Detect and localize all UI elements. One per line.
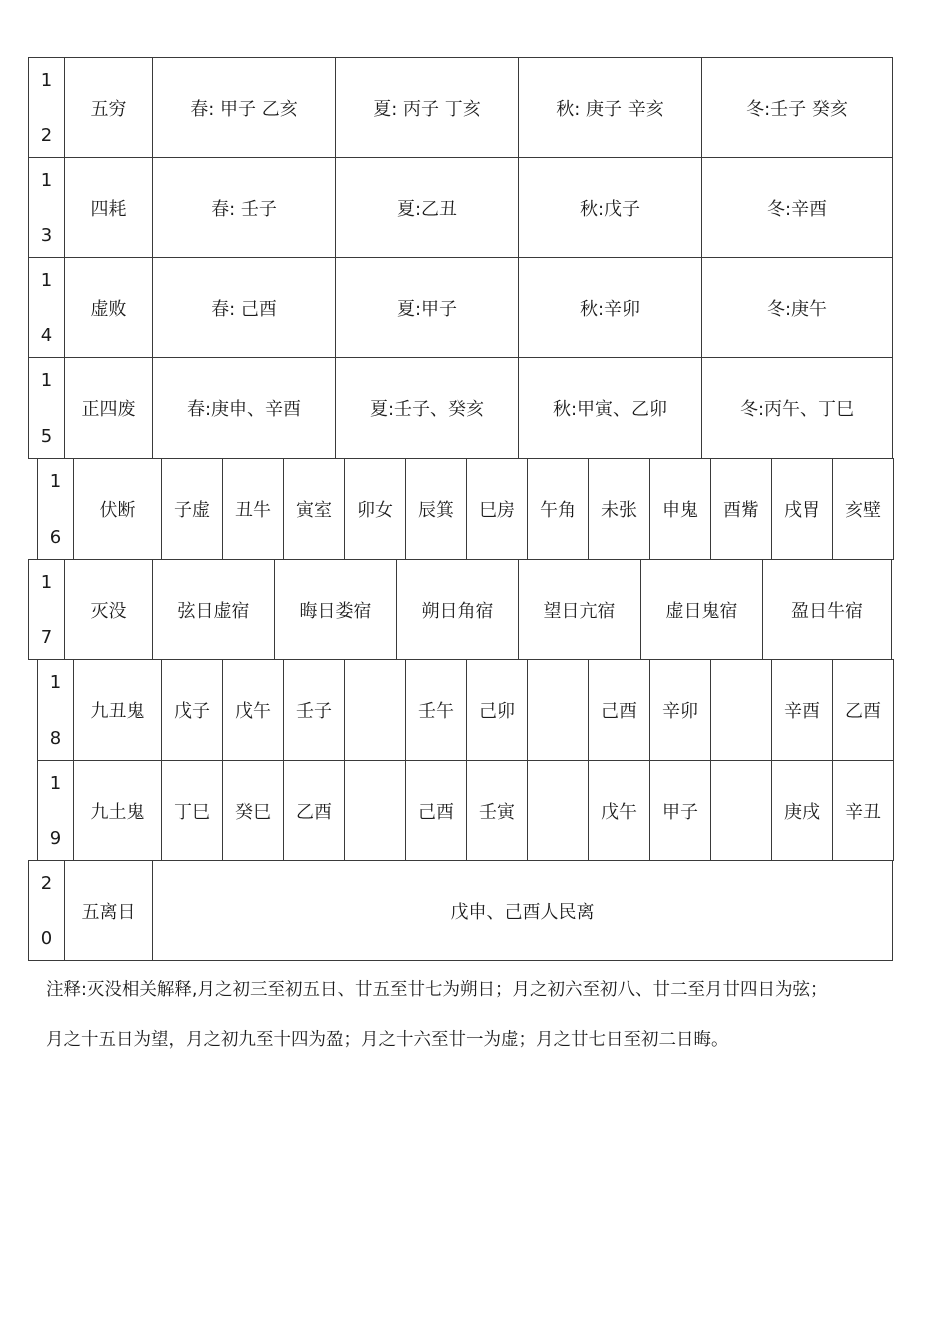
table-cell: 朔日角宿 [396, 559, 519, 660]
table-cell [710, 659, 772, 761]
table-cell: 子虚 [161, 458, 223, 560]
row-name: 虚败 [64, 257, 153, 358]
table-cell: 夏:乙丑 [335, 157, 519, 258]
table-cell: 春:庚申、辛酉 [152, 357, 336, 459]
table-row [37, 659, 893, 761]
table-cell: 弦日虚宿 [152, 559, 275, 660]
table-cell: 酉觜 [710, 458, 772, 560]
table-cell: 午角 [527, 458, 589, 560]
row-number: 1 9 [37, 760, 74, 861]
table-cell: 辛酉 [771, 659, 833, 761]
table-cell: 冬:辛酉 [701, 157, 893, 258]
table-cell: 壬午 [405, 659, 467, 761]
table-cell: 夏:壬子、癸亥 [335, 357, 519, 459]
table-row [28, 860, 892, 961]
table-cell: 虚日鬼宿 [640, 559, 763, 660]
table-cell: 丁巳 [161, 760, 223, 861]
table-cell: 秋:辛卯 [518, 257, 702, 358]
row-number: 1 5 [28, 357, 65, 459]
table-cell: 夏:甲子 [335, 257, 519, 358]
table-cell [527, 760, 589, 861]
row-number: 1 3 [28, 157, 65, 258]
table-cell: 寅室 [283, 458, 345, 560]
table-cell: 乙酉 [832, 659, 894, 761]
table-cell: 戌胃 [771, 458, 833, 560]
table-cell: 乙酉 [283, 760, 345, 861]
row-number: 1 7 [28, 559, 65, 660]
table-row [28, 357, 892, 459]
table-cell: 庚戌 [771, 760, 833, 861]
table-cell: 秋: 庚子 辛亥 [518, 57, 702, 158]
table-cell: 丑牛 [222, 458, 284, 560]
footnote-line: 注释:灭没相关解释,月之初三至初五日、廿五至廿七为朔日；月之初六至初八、廿二至月廿四日为弦； [46, 980, 828, 1000]
table-cell: 春: 壬子 [152, 157, 336, 258]
table-cell: 癸巳 [222, 760, 284, 861]
row-number: 1 8 [37, 659, 74, 761]
table-cell: 辛卯 [649, 659, 711, 761]
row-name: 正四废 [64, 357, 153, 459]
table-cell: 未张 [588, 458, 650, 560]
table-cell: 甲子 [649, 760, 711, 861]
row-name: 九土鬼 [73, 760, 162, 861]
table-row [28, 257, 892, 358]
table-row [28, 57, 892, 158]
table-cell: 戊午 [588, 760, 650, 861]
row-number: 1 6 [37, 458, 74, 560]
table-cell: 巳房 [466, 458, 528, 560]
table-cell: 春: 甲子 乙亥 [152, 57, 336, 158]
table-row [28, 559, 891, 660]
table-cell: 春: 己酉 [152, 257, 336, 358]
table-cell: 己酉 [588, 659, 650, 761]
row-name: 五离日 [64, 860, 153, 961]
table-cell: 壬寅 [466, 760, 528, 861]
table-cell: 己卯 [466, 659, 528, 761]
table-cell [710, 760, 772, 861]
row-number: 2 0 [28, 860, 65, 961]
table-cell: 卯女 [344, 458, 406, 560]
table-cell: 秋:戊子 [518, 157, 702, 258]
table-row [28, 157, 892, 258]
table-cell: 辛丑 [832, 760, 894, 861]
table-cell: 己酉 [405, 760, 467, 861]
row-number: 1 2 [28, 57, 65, 158]
row-name: 灭没 [64, 559, 153, 660]
table-cell: 冬:丙午、丁巳 [701, 357, 893, 459]
table-cell [344, 760, 406, 861]
table-cell: 戊申、己酉人民离 [152, 860, 893, 961]
table-cell: 壬子 [283, 659, 345, 761]
table-cell: 冬:庚午 [701, 257, 893, 358]
table-cell: 盈日牛宿 [762, 559, 892, 660]
table-cell [527, 659, 589, 761]
table-cell: 辰箕 [405, 458, 467, 560]
table-row [37, 760, 893, 861]
table-row [37, 458, 893, 560]
table-cell [344, 659, 406, 761]
row-name: 伏断 [73, 458, 162, 560]
table-cell: 冬:壬子 癸亥 [701, 57, 893, 158]
table-cell: 望日亢宿 [518, 559, 641, 660]
footnote-line: 月之十五日为望，月之初九至十四为盈；月之十六至廿一为虚；月之廿七日至初二日晦。 [46, 1030, 729, 1050]
table-cell: 夏: 丙子 丁亥 [335, 57, 519, 158]
row-name: 九丑鬼 [73, 659, 162, 761]
row-number: 1 4 [28, 257, 65, 358]
table-cell: 戊子 [161, 659, 223, 761]
table-cell: 申鬼 [649, 458, 711, 560]
table-cell: 亥壁 [832, 458, 894, 560]
row-name: 五穷 [64, 57, 153, 158]
table-cell: 晦日娄宿 [274, 559, 397, 660]
table-cell: 秋:甲寅、乙卯 [518, 357, 702, 459]
row-name: 四耗 [64, 157, 153, 258]
table-cell: 戊午 [222, 659, 284, 761]
